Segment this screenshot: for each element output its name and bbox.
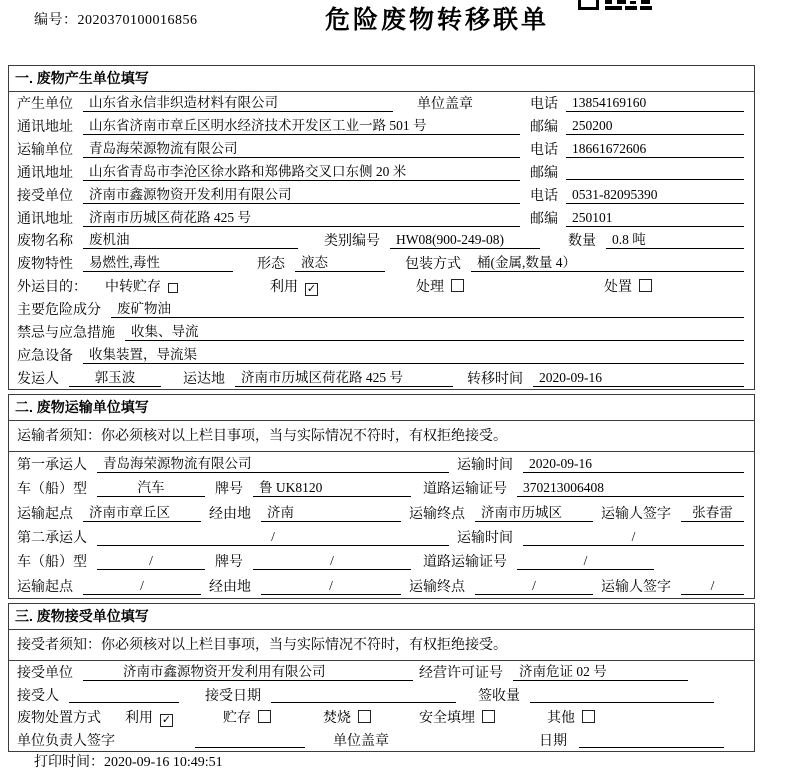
- row-purpose: [9, 275, 754, 298]
- producer-phone-field: 13854169160: [566, 94, 744, 112]
- address-label: 通讯地址: [17, 211, 73, 227]
- producer-address-field: 山东省济南市章丘区明水经济技术开发区工业一路 501 号: [83, 117, 520, 135]
- leader-sign-field: [195, 731, 305, 748]
- row-producer-address: [9, 115, 754, 138]
- address-label: 通讯地址: [17, 120, 73, 136]
- disposal-option-storage: 贮存: [223, 707, 271, 727]
- road-license-label: 道路运输证号: [423, 555, 507, 571]
- trait-field: 易燃性,毒性: [83, 254, 233, 272]
- category-field: HW08(900-249-08): [390, 231, 540, 249]
- purpose-label: 外运目的：: [17, 280, 87, 296]
- phone-label: 电话: [530, 188, 558, 204]
- checkbox-disposal-utilize-checked: ✓: [161, 714, 172, 727]
- via-label: 经由地: [209, 579, 251, 595]
- row-accept-unit: [9, 661, 754, 684]
- end2-field: /: [475, 577, 593, 595]
- receiver-field: 济南市鑫源物资开发利用有限公司: [83, 186, 520, 204]
- accept-date-label: 接受日期: [205, 688, 261, 704]
- origin1-field: 济南市章丘区: [83, 504, 201, 522]
- road-license-label: 道路运输证号: [423, 482, 507, 498]
- receiver-zip-field: 250101: [566, 209, 744, 227]
- row-leader-signature: [9, 729, 754, 752]
- origin-label: 运输起点: [17, 579, 73, 595]
- transporter-label: 运输单位: [17, 143, 73, 159]
- permit-field: 济南危证 02 号: [513, 663, 688, 681]
- plate2-field: /: [253, 552, 411, 570]
- plate-label: 牌号: [215, 555, 243, 571]
- transport-time-label: 运输时间: [457, 531, 513, 547]
- row-accept-person: [9, 684, 754, 707]
- vehicle-type-label: 车（船）型: [17, 555, 87, 571]
- road-license1-field: 370213006408: [517, 479, 744, 497]
- row-transporter: [9, 138, 754, 161]
- packing-field: 桶(金属,数量 4）: [471, 254, 744, 272]
- purpose-option-transfer-storage: 中转贮存: [105, 276, 178, 296]
- consignor-field: 郭玉波: [69, 369, 161, 387]
- row-receiver-address: [9, 206, 754, 229]
- accept-person-field: [69, 686, 179, 703]
- section-producer-title: 一. 废物产生单位填写: [9, 66, 754, 92]
- qr-code-fragment-icon: [578, 0, 652, 10]
- print-time-value: 2020-09-16 10:49:51: [104, 755, 223, 768]
- vehicle-type1-field: 汽车: [97, 479, 205, 497]
- zip-label: 邮编: [530, 165, 558, 181]
- date-label: 日期: [539, 733, 567, 749]
- carrier-sign1-field: 张春雷: [681, 504, 744, 522]
- phone-label: 电话: [530, 97, 558, 113]
- form-label: 形态: [257, 257, 285, 273]
- signed-amount-label: 签收量: [478, 688, 520, 704]
- serial-value: 2020370100016856: [77, 13, 198, 28]
- row-waste-trait: [9, 252, 754, 275]
- producer-field: 山东省永信非织造材料有限公司: [83, 94, 393, 112]
- unit-seal-label: 单位盖章: [417, 97, 473, 113]
- origin-label: 运输起点: [17, 506, 73, 522]
- row-waste-name: [9, 229, 754, 252]
- transport-time1-field: 2020-09-16: [523, 455, 744, 473]
- carrier-sign2-field: /: [681, 577, 744, 595]
- carrier-sign-label: 运输人签字: [601, 579, 671, 595]
- signed-amount-field: [530, 686, 714, 703]
- transporter-field: 青岛海荣源物流有限公司: [83, 140, 520, 158]
- equipment-label: 应急设备: [17, 348, 73, 364]
- checkbox-disposal-landfill: [482, 710, 495, 723]
- serial-number: [34, 9, 198, 29]
- trait-label: 废物特性: [17, 257, 73, 273]
- via2-field: /: [261, 577, 401, 595]
- form-field: 液态: [295, 254, 385, 272]
- accept-person-label: 接受人: [17, 688, 59, 704]
- checkbox-transfer-storage: [168, 283, 178, 293]
- row-route2: [9, 574, 754, 598]
- origin2-field: /: [83, 577, 201, 595]
- receiver-address-field: 济南市历城区荷花路 425 号: [83, 209, 520, 227]
- consignor-label: 发运人: [17, 371, 59, 387]
- plate1-field: 鲁 UK8120: [253, 479, 411, 497]
- row-second-carrier: [9, 525, 754, 549]
- section-transport-title: 二. 废物运输单位填写: [9, 395, 754, 421]
- row-consignor: [9, 366, 754, 389]
- hazard-label: 主要危险成分: [17, 303, 101, 319]
- print-time-label: 打印时间：: [34, 755, 104, 768]
- waste-name-label: 废物名称: [17, 234, 73, 250]
- transporter-zip-field: [566, 163, 744, 180]
- quantity-label: 数量: [568, 234, 596, 250]
- row-hazard: [9, 298, 754, 321]
- purpose-option-utilize: 利用 ✓: [270, 280, 317, 296]
- receiver-phone-field: 0531-82095390: [566, 186, 744, 204]
- transporter-phone-field: 18661672606: [566, 140, 744, 158]
- equipment-field: 收集装置，导流渠: [83, 346, 744, 364]
- receiver-label: 接受单位: [17, 188, 73, 204]
- transfer-time-field: 2020-09-16: [533, 369, 744, 387]
- checkbox-disposal-storage: [258, 710, 271, 723]
- row-producer: [9, 92, 754, 115]
- carrier-sign-label: 运输人签字: [601, 506, 671, 522]
- transport-time2-field: /: [523, 528, 744, 546]
- section-transport: [8, 394, 755, 599]
- transporter-address-field: 山东省青岛市李沧区徐水路和郑佛路交叉口东侧 20 米: [83, 163, 520, 181]
- carrier1-field: 青岛海荣源物流有限公司: [97, 455, 449, 473]
- accept-date-field: [271, 686, 456, 703]
- destination-label: 运达地: [183, 371, 225, 387]
- transfer-time-label: 转移时间: [467, 371, 523, 387]
- disposal-option-utilize: 利用 ✓: [125, 711, 172, 727]
- destination-field: 济南市历城区荷花路 425 号: [235, 369, 453, 387]
- address-label: 通讯地址: [17, 165, 73, 181]
- unit-seal-label: 单位盖章: [333, 733, 389, 749]
- phone-label: 电话: [530, 143, 558, 159]
- end-label: 运输终点: [409, 506, 465, 522]
- road-license2-field: /: [517, 552, 654, 570]
- packing-label: 包装方式: [405, 257, 461, 273]
- producer-label: 产生单位: [17, 97, 73, 113]
- row-disposal-method: [9, 706, 754, 729]
- category-label: 类别编号: [324, 234, 380, 250]
- accept-unit-field: 济南市鑫源物资开发利用有限公司: [83, 663, 413, 681]
- row-receiver: [9, 183, 754, 206]
- zip-label: 邮编: [530, 120, 558, 136]
- leader-sign-label: 单位负责人签字: [17, 733, 115, 749]
- end1-field: 济南市历城区: [475, 504, 593, 522]
- disposal-option-landfill: 安全填埋: [419, 707, 495, 727]
- disposal-option-incinerate: 焚烧: [323, 707, 371, 727]
- checkbox-dispose: [639, 279, 652, 292]
- permit-label: 经营许可证号: [419, 666, 503, 682]
- carrier2-field: /: [97, 528, 449, 546]
- hazard-field: 废矿物油: [111, 300, 744, 318]
- section-producer: [8, 65, 755, 390]
- row-equipment: [9, 343, 754, 366]
- receive-date-field: [579, 731, 724, 748]
- row-route1: [9, 501, 754, 525]
- producer-zip-field: 250200: [566, 117, 744, 135]
- purpose-option-dispose: 处置: [604, 276, 652, 296]
- section-receiver-title: 三. 废物接受单位填写: [9, 604, 754, 630]
- taboo-field: 收集、导流: [125, 323, 744, 341]
- page-title: 危险废物转移联单: [325, 6, 550, 34]
- row-vehicle2: [9, 549, 754, 573]
- serial-label: 编号：: [34, 13, 78, 28]
- via-label: 经由地: [209, 506, 251, 522]
- zip-label: 邮编: [530, 211, 558, 227]
- vehicle-type-label: 车（船）型: [17, 482, 87, 498]
- transporter-notice: 运输者须知：你必须核对以上栏目事项，当与实际情况不符时，有权拒绝接受。: [9, 421, 754, 452]
- via1-field: 济南: [261, 504, 401, 522]
- receiver-notice: 接受者须知：你必须核对以上栏目事项，当与实际情况不符时，有权拒绝接受。: [9, 630, 754, 661]
- disposal-method-label: 废物处置方式: [17, 711, 101, 727]
- vehicle-type2-field: /: [97, 552, 205, 570]
- row-taboo: [9, 320, 754, 343]
- row-first-carrier: [9, 452, 754, 476]
- end-label: 运输终点: [409, 579, 465, 595]
- accept-unit-label: 接受单位: [17, 666, 73, 682]
- purpose-option-treat: 处理: [416, 276, 464, 296]
- transport-time-label: 运输时间: [457, 458, 513, 474]
- waste-name-field: 废机油: [83, 231, 298, 249]
- checkbox-utilize-checked: ✓: [306, 283, 317, 296]
- print-time: [34, 751, 223, 768]
- quantity-field: 0.8 吨: [606, 231, 744, 249]
- row-vehicle1: [9, 476, 754, 500]
- section-receiver: [8, 603, 755, 752]
- checkbox-disposal-incinerate: [358, 710, 371, 723]
- row-transporter-address: [9, 161, 754, 184]
- plate-label: 牌号: [215, 482, 243, 498]
- checkbox-treat: [451, 279, 464, 292]
- checkbox-disposal-other: [582, 710, 595, 723]
- taboo-label: 禁忌与应急措施: [17, 325, 115, 341]
- carrier2-label: 第二承运人: [17, 531, 87, 547]
- carrier1-label: 第一承运人: [17, 458, 87, 474]
- disposal-option-other: 其他: [547, 707, 595, 727]
